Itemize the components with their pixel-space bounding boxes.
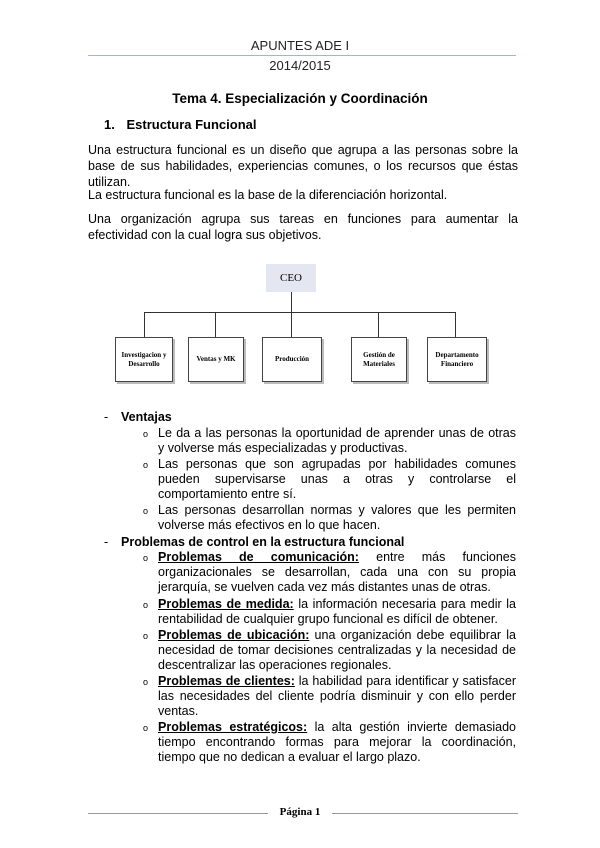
ventaja-item: Las personas desarrollan normas y valores que les permiten volverse más efectivos en lo que hacen. [158, 503, 516, 532]
document-header-year: 2014/2015 [269, 58, 331, 73]
page-number: Página 1 [279, 806, 321, 818]
bullet-marker: o [143, 723, 149, 733]
page-title: Tema 4. Especialización y Coordinación [172, 91, 428, 106]
ventaja-item: Le da a las personas la oportunidad de aprender unas de otras y volverse más especializadas y productivas. [158, 426, 516, 455]
problema-text: entre más funciones organizacionales se desarrollan, cada una con su propia jerarquía, se vuelven cada vez más distantes unas de otras. [158, 550, 516, 594]
problema-text: una organización debe equilibrar la necesidad de tomar decisiones centralizadas y la necesidad de descentralizar las operaciones regionales. [158, 628, 516, 672]
problema-text: la alta gestión invierte demasiado tiempo encontrando formas para mejorar la coordinación, tiempo que no dedican a evaluar el largo plazo. [158, 720, 516, 764]
paragraph-effectiveness: Una organización agrupa sus tareas en funciones para aumentar la efectividad con la cual logra sus objetivos. [88, 212, 518, 242]
paragraph-definition: Una estructura funcional es un diseño que agrupa a las personas sobre la base de sus habilidades, experiencias comunes, o los recursos que éstas utilizan. [88, 143, 518, 189]
org-chart-root-ceo: CEO [266, 264, 316, 292]
bullet-marker: o [143, 506, 149, 516]
org-chart-connector [144, 312, 145, 337]
problema-item-estrategicos [158, 720, 516, 765]
bullet-marker: o [143, 429, 149, 439]
org-chart-node-ventas: Ventas y MK [188, 337, 244, 382]
document-header-course: APUNTES ADE I [250, 38, 350, 53]
ventaja-item: Las personas que son agrupadas por habilidades comunes pueden supervisarse unas a otras y controlarse el comportamiento entre sí. [158, 457, 516, 501]
org-chart-connector [215, 312, 216, 337]
paragraph-differentiation: La estructura funcional es la base de la diferenciación horizontal. [88, 188, 448, 202]
org-chart [0, 0, 600, 400]
bullet-marker: o [143, 677, 149, 687]
org-chart-connector [378, 312, 379, 337]
org-chart-node-materiales: Gestión de Materiales [351, 337, 407, 382]
org-chart-node-financiero: Departamento Financiero [427, 337, 487, 382]
bullet-marker: o [143, 631, 149, 641]
problema-term: Problemas estratégicos: [158, 720, 308, 734]
problema-term: Problemas de ubicación: [158, 628, 310, 642]
bullet-marker: o [143, 460, 149, 470]
bullet-marker: o [143, 553, 149, 563]
section-title: Estructura Funcional [126, 117, 257, 132]
problema-item-clientes [158, 674, 516, 719]
org-chart-trunk-line [291, 292, 292, 312]
problemas-label: Problemas de control en la estructura funcional [121, 535, 405, 549]
problemas-dash: - [104, 535, 109, 549]
org-chart-connector [455, 312, 456, 337]
problema-text: la habilidad para identificar y satisfacer las necesidades del cliente podría disminuir y con ello perder ventas. [158, 674, 516, 718]
problema-text: la información necesaria para medir la rentabilidad de cualquier grupo funcional es difícil de obtener. [158, 597, 516, 626]
problema-term: Problemas de medida: [158, 597, 294, 611]
problema-term: Problemas de clientes: [158, 674, 295, 688]
org-chart-connector [291, 312, 292, 337]
problema-item-comunicacion [158, 550, 516, 595]
ventajas-label: Ventajas [121, 410, 172, 424]
problema-term: Problemas de comunicación: [158, 550, 359, 564]
problema-item-medida [158, 597, 516, 627]
org-chart-node-produccion: Producción [262, 337, 322, 382]
org-chart-node-investigacion: Investigacion y Desarrollo [115, 337, 173, 382]
problema-item-ubicacion [158, 628, 516, 673]
section-number: 1. [104, 117, 115, 132]
org-chart-branch-line [144, 312, 455, 313]
ventajas-dash: - [104, 410, 109, 424]
bullet-marker: o [143, 600, 149, 610]
